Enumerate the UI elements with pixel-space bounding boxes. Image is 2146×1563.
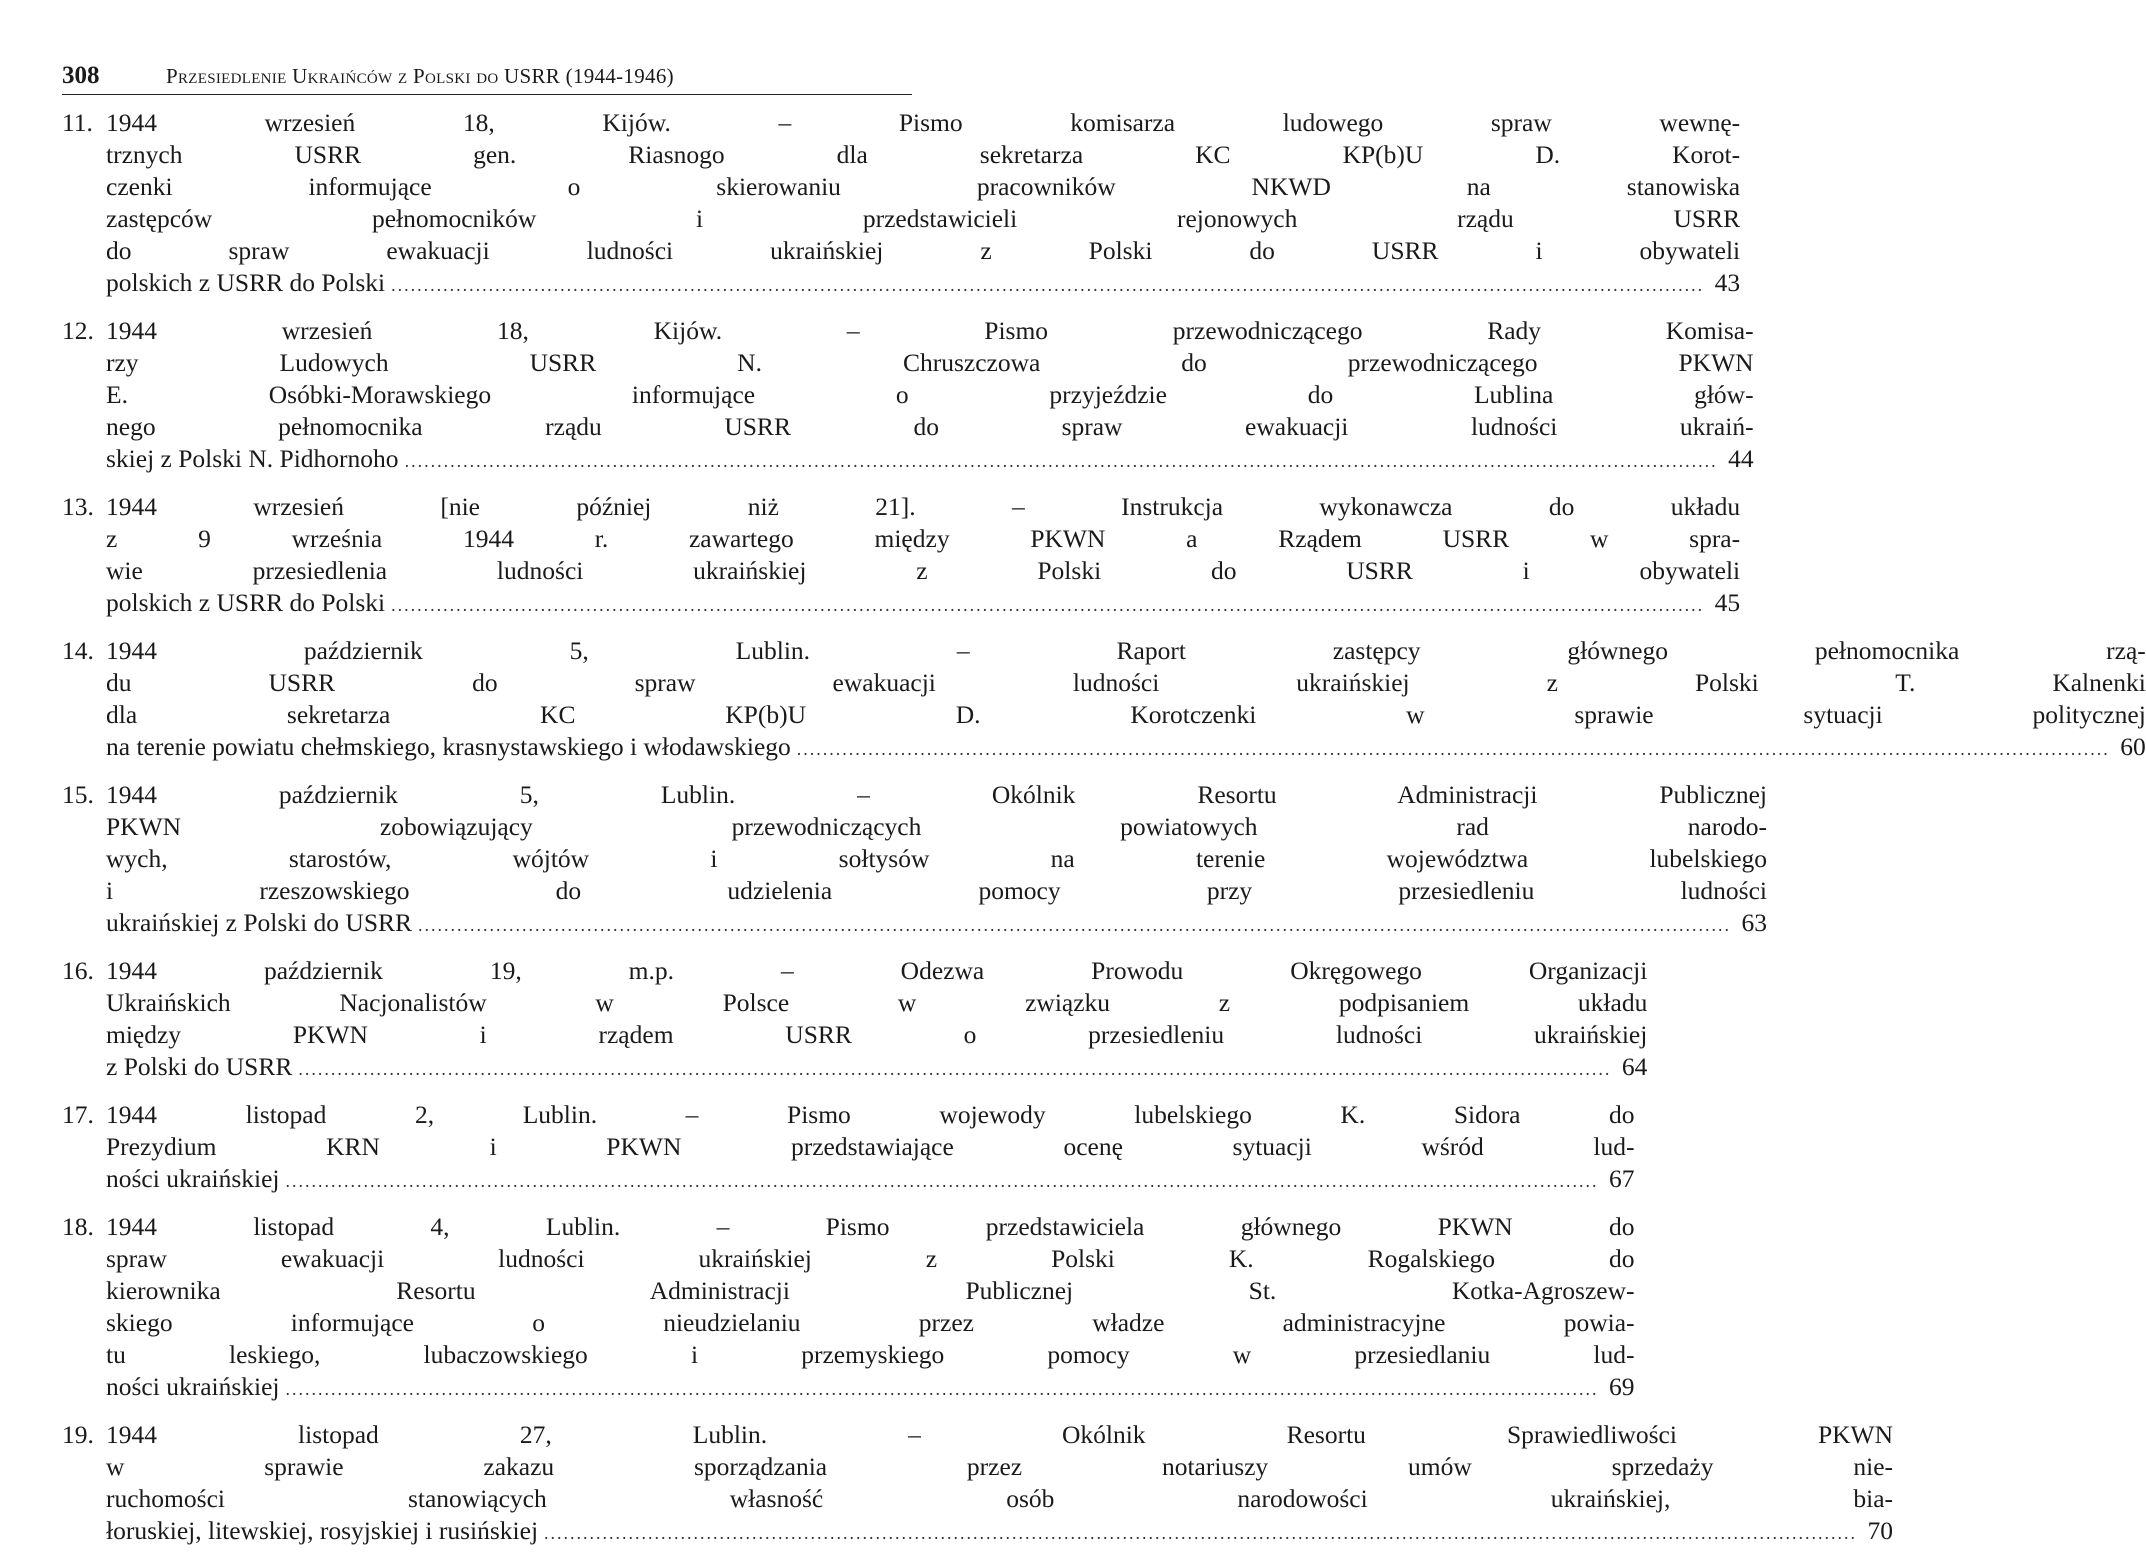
entry-line: trznych USRR gen. Riasnogo dla sekretarza KC KP(b)U D. Korot- [106, 140, 1741, 169]
entry-line: w sprawie zakazu sporządzania przez notariuszy umów sprzedaży nie- [106, 1452, 1894, 1481]
entry-line: Prezydium KRN i PKWN przedstawiające ocenę sytuacji wśród lud- [106, 1132, 1635, 1161]
entry-last-line [106, 443, 1754, 477]
entry-last-line [106, 1051, 1647, 1085]
dot-leader [298, 1053, 1611, 1085]
entry-line: na terenie powiatu chełmskiego, krasnystawskiego i włodawskiego [106, 732, 791, 761]
entry-line: E. Osóbki-Morawskiego informujące o przyjeździe do Lublina głów- [106, 380, 1754, 409]
entry-line: do spraw ewakuacji ludności ukraińskiej z Polski do USRR i obywateli [106, 236, 1741, 265]
entry-line: du USRR do spraw ewakuacji ludności ukraińskiej z Polski T. Kalnenki [106, 668, 2146, 697]
entry-line: 1944 wrzesień [nie później niż 21]. – Instrukcja wykonawcza do układu [106, 492, 1741, 521]
entry-last-line [106, 1371, 1635, 1405]
entry-line: spraw ewakuacji ludności ukraińskiej z Polski K. Rogalskiego do [106, 1244, 1635, 1273]
entry-line: wych, starostów, wójtów i sołtysów na terenie województwa lubelskiego [106, 844, 1768, 873]
entry-line: z Polski do USRR [106, 1052, 293, 1081]
entry-line: polskich z USRR do Polski [106, 268, 386, 297]
entry-number: 18. [62, 1212, 94, 1241]
dot-leader [544, 1517, 1857, 1549]
entry-line: 1944 listopad 4, Lublin. – Pismo przedstawiciela głównego PKWN do [106, 1212, 1635, 1241]
dot-leader [286, 1165, 1599, 1197]
entry-number: 19. [62, 1420, 94, 1449]
entry-line: rzy Ludowych USRR N. Chruszczowa do przewodniczącego PKWN [106, 348, 1754, 377]
entry-number: 14. [62, 636, 94, 665]
running-title: Przesiedlenie Ukraińców z Polski do USRR (1944-1946) [166, 64, 674, 88]
entry-page-number: 45 [1714, 588, 1741, 617]
entry-line: skiego informujące o nieudzielaniu przez władze administracyjne powia- [106, 1308, 1635, 1337]
dot-leader [391, 589, 1704, 621]
entry-number: 16. [62, 956, 94, 985]
entry-line: 1944 wrzesień 18, Kijów. – Pismo komisarza ludowego spraw wewnę- [106, 108, 1741, 137]
entry-last-line [106, 907, 1767, 941]
entry-line: tu leskiego, lubaczowskiego i przemyskiego pomocy w przesiedlaniu lud- [106, 1340, 1635, 1369]
page-number: 308 [62, 62, 100, 89]
dot-leader [797, 733, 2110, 765]
entry-page-number: 69 [1609, 1372, 1635, 1401]
entry-description [106, 491, 1740, 621]
entry-line: czenki informujące o skierowaniu pracowników NKWD na stanowiska [106, 172, 1741, 201]
entry-line: 1944 listopad 2, Lublin. – Pismo wojewody lubelskiego K. Sidora do [106, 1100, 1635, 1129]
entry-page-number: 60 [2120, 732, 2146, 761]
entry-line: kierownika Resortu Administracji Publicznej St. Kotka-Agroszew- [106, 1276, 1635, 1305]
entry-number: 11. [62, 108, 93, 137]
entry-last-line [106, 267, 1740, 301]
entry-line: łoruskiej, litewskiej, rosyjskiej i rusińskiej [106, 1516, 539, 1545]
toc-entry [62, 1419, 1894, 1549]
entry-last-line [106, 1515, 1893, 1549]
entry-number: 13. [62, 492, 94, 521]
entry-line: ukraińskiej z Polski do USRR [106, 908, 413, 937]
entry-line: ruchomości stanowiących własność osób narodowości ukraińskiej, bia- [106, 1484, 1894, 1513]
entry-last-line [106, 731, 2146, 765]
entry-last-line [106, 1163, 1635, 1197]
entry-line: wie przesiedlenia ludności ukraińskiej z Polski do USRR i obywateli [106, 556, 1741, 585]
entry-page-number: 64 [1621, 1052, 1648, 1081]
dot-leader [286, 1373, 1599, 1405]
entry-line: z 9 września 1944 r. zawartego między PKWN a Rządem USRR w spra- [106, 524, 1741, 553]
toc-entry [62, 779, 1768, 941]
entry-line: PKWN zobowiązujący przewodniczących powiatowych rad narodo- [106, 812, 1768, 841]
page [62, 62, 2146, 1563]
entry-line: 1944 październik 5, Lublin. – Raport zastępcy głównego pełnomocnika rzą- [106, 636, 2146, 665]
entry-description [106, 107, 1740, 301]
entry-description [106, 1419, 1893, 1549]
running-header [62, 62, 912, 95]
toc-entry [62, 1099, 1635, 1197]
toc-entry [62, 107, 1741, 301]
toc-entry [62, 635, 2146, 765]
entry-number: 17. [62, 1100, 94, 1129]
toc-entry [62, 955, 1648, 1085]
entry-last-line [106, 587, 1740, 621]
entry-line: nego pełnomocnika rządu USRR do spraw ewakuacji ludności ukraiń- [106, 412, 1754, 441]
entry-line: między PKWN i rządem USRR o przesiedleniu ludności ukraińskiej [106, 1020, 1648, 1049]
dot-leader [418, 909, 1731, 941]
entry-description [106, 955, 1647, 1085]
entry-page-number: 70 [1867, 1516, 1894, 1545]
entry-line: 1944 październik 19, m.p. – Odezwa Prowodu Okręgowego Organizacji [106, 956, 1648, 985]
entry-description [106, 779, 1767, 941]
entry-line: i rzeszowskiego do udzielenia pomocy przy przesiedleniu ludności [106, 876, 1768, 905]
entry-description [106, 1099, 1635, 1197]
entry-page-number: 44 [1728, 444, 1754, 473]
dot-leader [391, 269, 1704, 301]
entry-line: zastępców pełnomocników i przedstawicieli rejonowych rządu USRR [106, 204, 1741, 233]
entry-page-number: 43 [1714, 268, 1741, 297]
entry-number: 12. [62, 316, 94, 345]
entry-line: ności ukraińskiej [106, 1164, 280, 1193]
entry-line: Ukraińskich Nacjonalistów w Polsce w związku z podpisaniem układu [106, 988, 1648, 1017]
toc-entry [62, 1211, 1635, 1405]
entry-description [106, 635, 2146, 765]
entry-description [106, 315, 1754, 477]
entry-line: skiej z Polski N. Pidhornoho [106, 444, 399, 473]
entry-page-number: 63 [1741, 908, 1768, 937]
entry-number: 15. [62, 780, 94, 809]
toc-entry [62, 491, 1741, 621]
entry-line: 1944 listopad 27, Lublin. – Okólnik Resortu Sprawiedliwości PKWN [106, 1420, 1894, 1449]
entry-line: dla sekretarza KC KP(b)U D. Korotczenki w sprawie sytuacji politycznej [106, 700, 2146, 729]
dot-leader [405, 445, 1718, 477]
entry-line: polskich z USRR do Polski [106, 588, 386, 617]
entry-description [106, 1211, 1635, 1405]
entry-line: 1944 październik 5, Lublin. – Okólnik Resortu Administracji Publicznej [106, 780, 1768, 809]
entry-page-number: 67 [1609, 1164, 1635, 1193]
toc-entries [62, 107, 2146, 1549]
entry-line: 1944 wrzesień 18, Kijów. – Pismo przewodniczącego Rady Komisa- [106, 316, 1754, 345]
entry-line: ności ukraińskiej [106, 1372, 280, 1401]
toc-entry [62, 315, 1754, 477]
